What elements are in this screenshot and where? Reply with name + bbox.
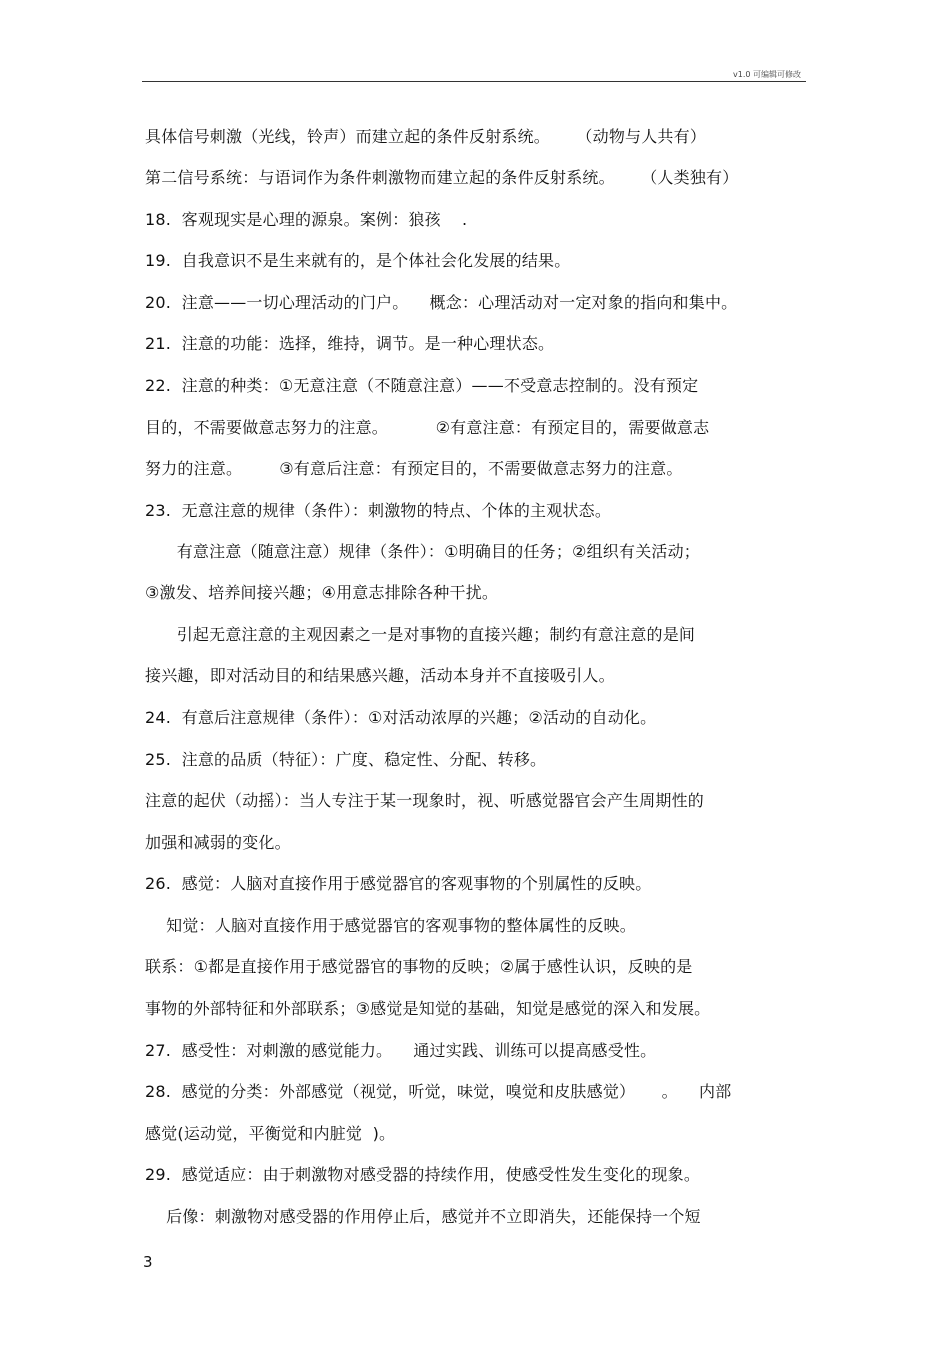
- text-line: 25. 注意的品质（特征）：广度、稳定性、分配、转移。: [145, 750, 547, 769]
- text-line: 第二信号系统：与语词作为条件刺激物而建立起的条件反射系统。 （人类独有）: [145, 168, 739, 187]
- text-line: 事物的外部特征和外部联系；③感觉是知觉的基础，知觉是感觉的深入和发展。: [145, 999, 711, 1018]
- text-line: 20. 注意——一切心理活动的门户。 概念：心理活动对一定对象的指向和集中。: [145, 293, 738, 312]
- header-divider: [142, 81, 806, 82]
- text-line: 26. 感觉：人脑对直接作用于感觉器官的客观事物的个别属性的反映。: [145, 874, 652, 893]
- text-line: 28. 感觉的分类：外部感觉（视觉，听觉，味觉，嗅觉和皮肤感觉） 。 内部: [145, 1082, 732, 1101]
- text-line: 知觉：人脑对直接作用于感觉器官的客观事物的整体属性的反映。: [145, 916, 636, 935]
- text-line: 加强和减弱的变化。: [145, 833, 291, 852]
- text-line: 19. 自我意识不是生来就有的，是个体社会化发展的结果。: [145, 251, 571, 270]
- text-line: 23. 无意注意的规律（条件）：刺激物的特点、个体的主观状态。: [145, 501, 612, 520]
- text-line: 引起无意注意的主观因素之一是对事物的直接兴趣；制约有意注意的是间: [145, 625, 696, 644]
- text-line: 18. 客观现实是心理的源泉。案例：狼孩 .: [145, 210, 468, 229]
- header-version-label: v1.0 可编辑可修改: [733, 70, 801, 79]
- text-line: 有意注意（随意注意）规律（条件）：①明确目的任务；②组织有关活动；: [145, 542, 701, 561]
- text-line: 努力的注意。 ③有意后注意：有预定目的，不需要做意志努力的注意。: [145, 459, 683, 478]
- text-line: 目的，不需要做意志努力的注意。 ②有意注意：有预定目的，需要做意志: [145, 418, 710, 437]
- text-line: 注意的起伏（动摇）：当人专注于某一现象时，视、听感觉器官会产生周期性的: [145, 791, 705, 810]
- text-line: 24. 有意后注意规律（条件）：①对活动浓厚的兴趣；②活动的自动化。: [145, 708, 657, 727]
- text-line: 29. 感觉适应：由于刺激物对感受器的持续作用，使感受性发生变化的现象。: [145, 1165, 701, 1184]
- text-line: 21. 注意的功能：选择，维持，调节。是一种心理状态。: [145, 334, 555, 353]
- text-line: 感觉(运动觉，平衡觉和内脏觉 )。: [145, 1124, 396, 1143]
- page-number: 3: [143, 1253, 153, 1271]
- text-line: ③激发、培养间接兴趣；④用意志排除各种干扰。: [145, 583, 499, 602]
- text-line: 联系：①都是直接作用于感觉器官的事物的反映；②属于感性认识，反映的是: [145, 957, 693, 976]
- text-line: 22. 注意的种类：①无意注意（不随意注意）——不受意志控制的。没有预定: [145, 376, 699, 395]
- text-line: 27. 感受性：对刺激的感觉能力。 通过实践、训练可以提高感受性。: [145, 1041, 657, 1060]
- text-line: 后像：刺激物对感受器的作用停止后，感觉并不立即消失，还能保持一个短: [145, 1207, 701, 1226]
- text-line: 接兴趣，即对活动目的和结果感兴趣，活动本身并不直接吸引人。: [145, 666, 615, 685]
- text-line: 具体信号刺激（光线，铃声）而建立起的条件反射系统。 （动物与人共有）: [145, 127, 707, 146]
